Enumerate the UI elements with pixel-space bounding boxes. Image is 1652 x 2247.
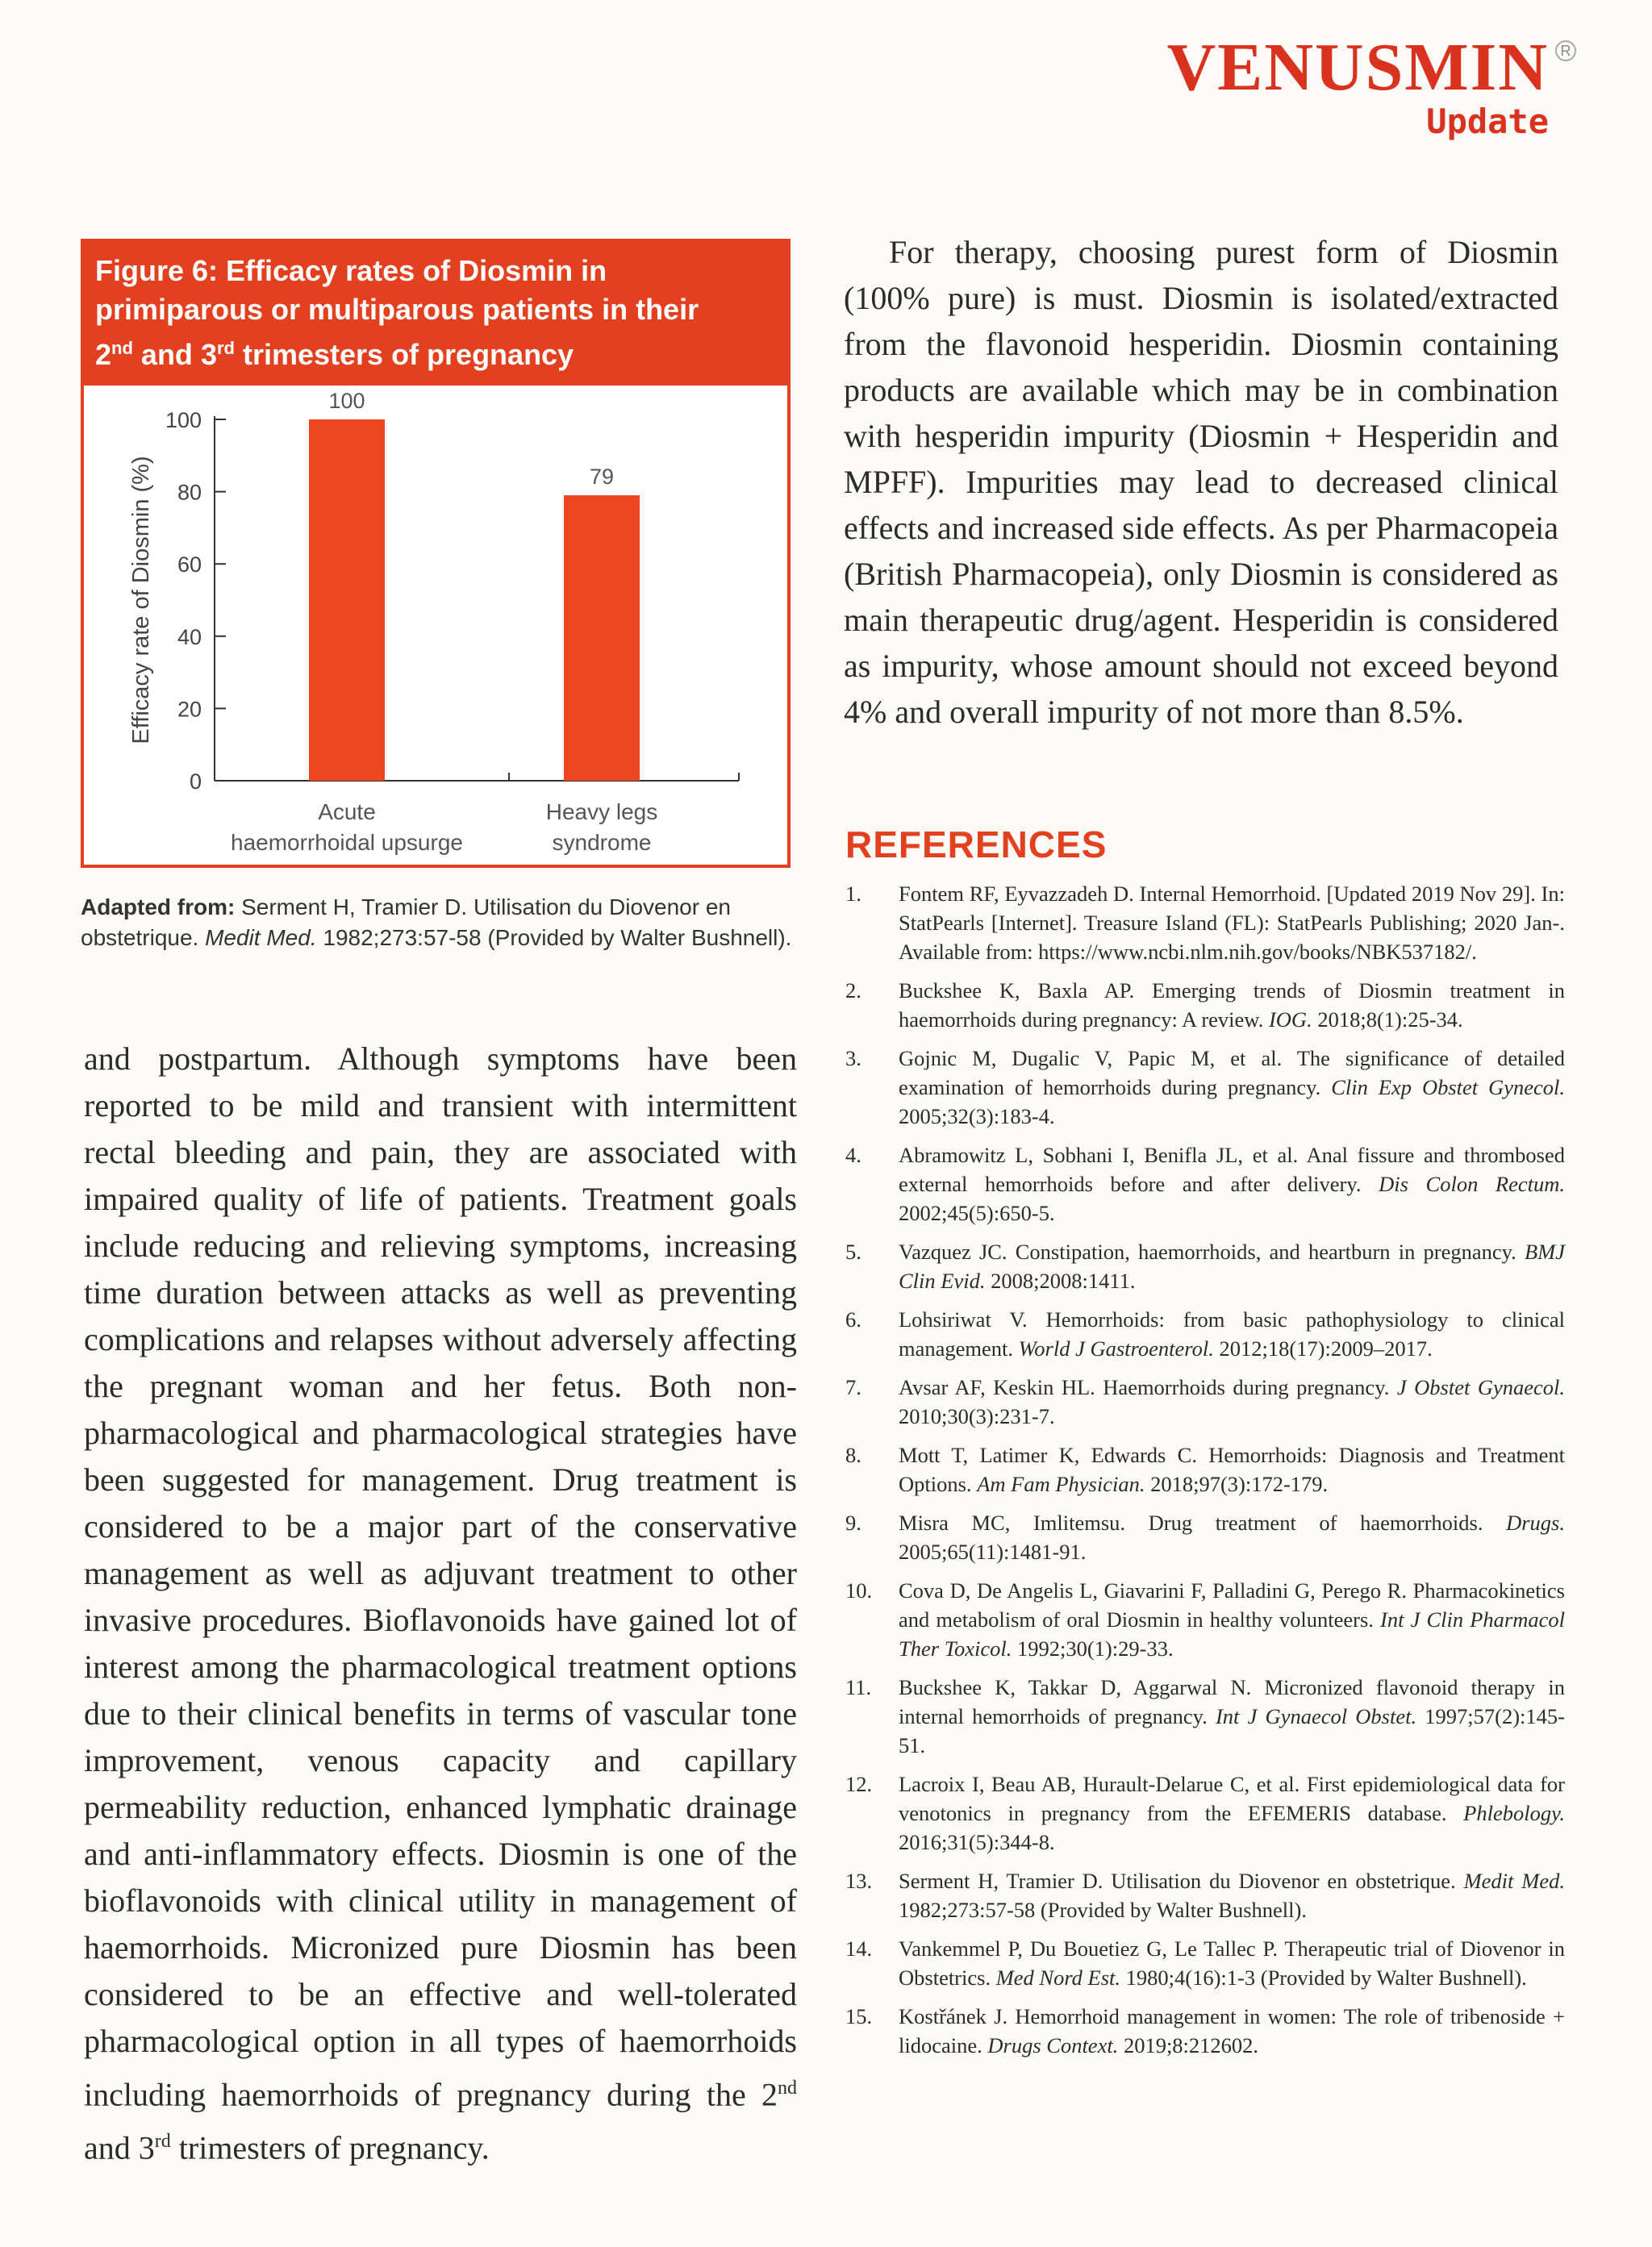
- reference-journal: Dis Colon Rectum.: [1379, 1172, 1566, 1196]
- reference-text: Avsar AF, Keskin HL. Haemorrhoids during pregnancy.: [899, 1375, 1397, 1399]
- data-label: 79: [589, 465, 615, 490]
- reference-citation: 2012;18(17):2009–2017.: [1213, 1336, 1433, 1361]
- reference-journal: IOG.: [1268, 1007, 1312, 1032]
- reference-text: Cova D, De Angelis L, Giavarini F, Palladini G, Perego R. Pharmacokinetics and metabolism of oral Diosmin in healthy volunteers.: [899, 1578, 1565, 1632]
- reference-number: 8.: [845, 1443, 861, 1467]
- y-axis-title: Efficacy rate of Diosmin (%): [128, 456, 154, 744]
- figure-title-ord1: 2: [95, 338, 112, 371]
- reference-text: Lohsiriwat V. Hemorrhoids: from basic pathophysiology to clinical management.: [899, 1307, 1565, 1361]
- reference-citation: 2010;30(3):231-7.: [899, 1404, 1055, 1428]
- reference-text: Vazquez JC. Constipation, haemorrhoids, and heartburn in pregnancy.: [899, 1240, 1525, 1264]
- reference-journal: J Obstet Gynaecol.: [1396, 1375, 1565, 1399]
- source-label: Adapted from:: [81, 894, 236, 919]
- y-tick-label: 80: [177, 480, 202, 505]
- left-ord1: 2: [761, 2076, 778, 2113]
- figure-title-ord2: 3: [200, 338, 217, 371]
- left-ord2: 3: [138, 2129, 155, 2166]
- figure-title-line2: primiparous or multiparous patients in their: [95, 293, 699, 326]
- category-label: Heavy legs: [545, 799, 658, 824]
- y-tick-label: 20: [177, 697, 202, 722]
- reference-citation: 2008;2008:1411.: [985, 1269, 1136, 1293]
- reference-text: Buckshee K, Baxla AP. Emerging trends of Diosmin treatment in haemorrhoids during pregnancy: A review.: [899, 978, 1565, 1032]
- reference-item: [845, 1237, 1565, 1295]
- category-label: haemorrhoidal upsurge: [231, 830, 463, 855]
- figure-title-ord2-suffix: rd: [216, 338, 235, 358]
- reference-number: 15.: [845, 2004, 873, 2028]
- reference-number: 13.: [845, 1869, 873, 1893]
- y-tick-label: 100: [165, 408, 202, 432]
- reference-item: [845, 2002, 1565, 2060]
- reference-journal: World J Gastroenterol.: [1018, 1336, 1214, 1361]
- source-journal: Medit Med.: [205, 925, 317, 950]
- reference-journal: Drugs Context.: [987, 2033, 1119, 2057]
- reference-text: Kostřánek J. Hemorrhoid management in women: The role of tribenoside + lidocaine.: [899, 2004, 1565, 2057]
- reference-item: [845, 1508, 1565, 1566]
- brand-name: VENUSMIN: [1166, 30, 1549, 105]
- references-list: [845, 879, 1565, 2060]
- reference-item: [845, 1866, 1565, 1924]
- reference-number: 14.: [845, 1936, 873, 1961]
- reference-number: 4.: [845, 1143, 861, 1167]
- reference-number: 1.: [845, 882, 861, 906]
- reference-number: 3.: [845, 1046, 861, 1070]
- reference-text: Misra MC, Imlitemsu. Drug treatment of haemorrhoids.: [899, 1511, 1507, 1535]
- reference-item: [845, 1673, 1565, 1760]
- reference-citation: 1992;30(1):29-33.: [1012, 1636, 1174, 1661]
- reference-citation: 2005;32(3):183-4.: [899, 1104, 1055, 1128]
- reference-text: Buckshee K, Takkar D, Aggarwal N. Micronized flavonoid therapy in internal hemorrhoids of pregnancy.: [899, 1675, 1565, 1728]
- source-text-end: 1982;273:57-58 (Provided by Walter Bushnell).: [316, 925, 792, 950]
- source-text: Serment H, Tramier D. Utilisation du Diovenor en obstetrique.: [81, 894, 732, 950]
- right-column-text: [844, 229, 1558, 735]
- left-mid: and: [84, 2129, 139, 2166]
- reference-text: Serment H, Tramier D. Utilisation du Diovenor en obstetrique.: [899, 1869, 1464, 1893]
- reference-citation: 2005;65(11):1481-91.: [899, 1540, 1087, 1564]
- right-paragraph: For therapy, choosing purest form of Diosmin (100% pure) is must. Diosmin is isolated/extracted from the flavonoid hesperidin. Diosmin containing products are available which may be in combination with hesperidin impurity (Diosmin + Hesperidin and MPFF). Impurities may lead to decreased clinical effects and increased side effects. As per Pharmacopeia (British Pharmacopeia), only Diosmin is considered as main therapeutic drug/agent. Hesperidin is considered as impurity, whose amount should not exceed beyond 4% and overall impurity of not more than 8.5%.: [844, 234, 1558, 730]
- reference-number: 5.: [845, 1240, 861, 1264]
- reference-journal: Med Nord Est.: [995, 1966, 1121, 1990]
- reference-item: [845, 1373, 1565, 1431]
- reference-text: Gojnic M, Dugalic V, Papic M, et al. The significance of detailed examination of hemorrhoids during pregnancy.: [899, 1046, 1565, 1099]
- reference-journal: Int J Clin Pharmacol Ther Toxicol.: [899, 1607, 1565, 1661]
- brand-header: [1166, 30, 1571, 141]
- reference-item: [845, 1770, 1565, 1857]
- reference-item: [845, 879, 1565, 966]
- figure-title-ord1-suffix: nd: [111, 338, 133, 358]
- reference-citation: 1980;4(16):1-3 (Provided by Walter Bushnell).: [1120, 1966, 1527, 1990]
- reference-journal: Drugs.: [1506, 1511, 1565, 1535]
- reference-number: 12.: [845, 1772, 873, 1796]
- reference-number: 10.: [845, 1578, 873, 1603]
- reference-number: 2.: [845, 978, 861, 1003]
- reference-number: 6.: [845, 1307, 861, 1332]
- reference-citation: 1982;273:57-58 (Provided by Walter Bushnell).: [899, 1898, 1307, 1922]
- reference-citation: 2019;8:212602.: [1118, 2033, 1259, 2057]
- reference-citation: 2016;31(5):344-8.: [899, 1830, 1055, 1854]
- y-tick-label: 40: [177, 624, 202, 649]
- reference-number: 9.: [845, 1511, 861, 1535]
- reference-item: [845, 1576, 1565, 1663]
- reference-citation: 2018;8(1):25-34.: [1312, 1007, 1463, 1032]
- y-tick-label: 0: [189, 769, 202, 794]
- figure-source: [81, 892, 799, 953]
- reference-text: Mott T, Latimer K, Edwards C. Hemorrhoids: Diagnosis and Treatment Options.: [899, 1443, 1565, 1496]
- registered-mark: R: [1555, 40, 1576, 61]
- reference-item: [845, 1934, 1565, 1992]
- reference-journal: BMJ Clin Evid.: [899, 1240, 1565, 1293]
- left-ord2-suffix: rd: [154, 2131, 171, 2153]
- figure-title-end: trimesters of pregnancy: [234, 338, 574, 371]
- left-paragraph: [84, 1036, 797, 2172]
- category-label: syndrome: [552, 830, 652, 855]
- reference-journal: Phlebology.: [1463, 1801, 1565, 1825]
- reference-item: [845, 1305, 1565, 1363]
- references-heading: REFERENCES: [845, 823, 1108, 865]
- y-tick-label: 60: [177, 552, 202, 577]
- figure-title-line1: Figure 6: Efficacy rates of Diosmin in: [95, 254, 607, 287]
- reference-number: 7.: [845, 1375, 861, 1399]
- bar: [309, 419, 385, 781]
- reference-item: [845, 1044, 1565, 1131]
- figure-box: [81, 239, 791, 868]
- reference-journal: Int J Gynaecol Obstet.: [1215, 1704, 1417, 1728]
- reference-text: Abramowitz L, Sobhani I, Benifla JL, et al. Anal fissure and thrombosed external hemorrhoids before and after delivery.: [899, 1143, 1565, 1196]
- bar-chart: [84, 369, 787, 861]
- reference-journal: Am Fam Physician.: [977, 1472, 1145, 1496]
- bar: [564, 495, 640, 781]
- reference-text: Lacroix I, Beau AB, Hurault-Delarue C, et al. First epidemiological data for venotonics in pregnancy from the EFEMERIS database.: [899, 1772, 1565, 1825]
- reference-item: [845, 1140, 1565, 1228]
- reference-journal: Clin Exp Obstet Gynecol.: [1331, 1075, 1565, 1099]
- data-label: 100: [328, 389, 365, 413]
- brand-subtitle: Update: [1426, 102, 1549, 141]
- reference-item: [845, 1440, 1565, 1499]
- left-column-text: [84, 1036, 797, 2172]
- reference-citation: 2018;97(3):172-179.: [1145, 1472, 1329, 1496]
- reference-citation: 2002;45(5):650-5.: [899, 1201, 1055, 1225]
- reference-number: 11.: [845, 1675, 872, 1699]
- category-label: Acute: [318, 799, 376, 824]
- figure-title-mid: and: [132, 338, 201, 371]
- left-ord1-suffix: nd: [778, 2078, 797, 2099]
- reference-journal: Medit Med.: [1463, 1869, 1566, 1893]
- figure-title: [84, 242, 787, 386]
- reference-item: [845, 976, 1565, 1034]
- reference-text: Fontem RF, Eyvazzadeh D. Internal Hemorrhoid. [Updated 2019 Nov 29]. In: StatPearls [Internet]. Treasure Island (FL): StatPearls Publishing; 2020 Jan-. Available from: https://www.ncbi.nlm.nih.gov/books/NBK537182/.: [899, 882, 1565, 964]
- reference-text: Vankemmel P, Du Bouetiez G, Le Tallec P. Therapeutic trial of Diovenor in Obstetrics.: [899, 1936, 1565, 1990]
- left-end: trimesters of pregnancy.: [170, 2129, 490, 2166]
- left-paragraph-text: and postpartum. Although symptoms have been reported to be mild and transient with intermittent rectal bleeding and pain, they are associated with impaired quality of life of patients. Treatment goals include reducing and relieving symptoms, increasing time duration between attacks as well as preventing complications and relapses without adversely affecting the pregnant woman and her fetus. Both non-pharmacological and pharmacological strategies have been suggested for management. Drug treatment is considered to be a major part of the conservative management as well as adjuvant treatment to other invasive procedures. Bioflavonoids have gained lot of interest among the pharmacological treatment options due to their clinical benefits in terms of vascular tone improvement, venous capacity and capillary permeability reduction, enhanced lymphatic drainage and anti-inflammatory effects. Diosmin is one of the bioflavonoids with clinical utility in management of haemorrhoids. Micronized pure Diosmin has been considered to be an effective and well-tolerated pharmacological option in all types of haemorrhoids including haemorrhoids of pregnancy during the: [84, 1040, 797, 2113]
- reference-citation: 1997;57(2):145-51.: [899, 1704, 1565, 1757]
